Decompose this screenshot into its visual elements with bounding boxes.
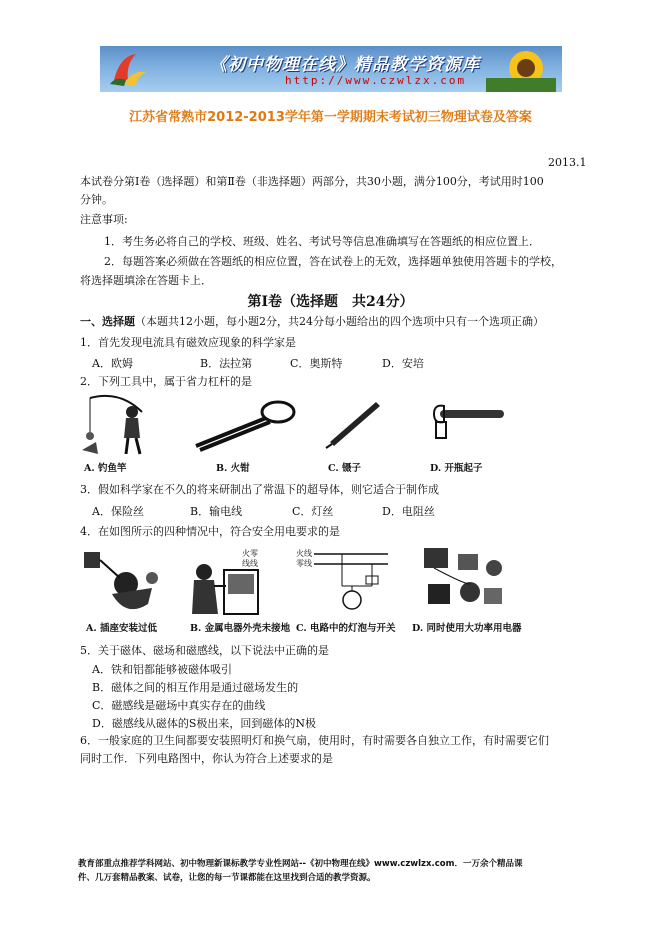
q5-option-c: C．磁感线是磁场中真实存在的曲线 xyxy=(92,699,266,712)
lamp-switch-circuit-figure xyxy=(292,546,392,618)
tweezers-figure xyxy=(322,398,382,450)
q4-caption-b: B. 金属电器外壳未接地 xyxy=(190,623,291,634)
fire-tongs-figure xyxy=(190,398,300,452)
q4-caption-c: C. 电路中的灯泡与开关 xyxy=(296,623,396,634)
notice-title: 注意事项: xyxy=(80,213,128,226)
q4c-zero-label: 零线 xyxy=(296,559,312,568)
q2-stem: 2．下列工具中，属于省力杠杆的是 xyxy=(80,375,252,388)
q4c-fire-label: 火线 xyxy=(296,549,312,558)
q5-stem: 5．关于磁体、磁场和磁感线，以下说法中正确的是 xyxy=(80,644,329,657)
q5-option-b: B．磁体之间的相互作用是通过磁场发生的 xyxy=(92,681,299,694)
q4-stem: 4．在如图所示的四种情况中，符合安全用电要求的是 xyxy=(80,525,340,538)
q4-caption-d: D. 同时使用大功率用电器 xyxy=(412,623,522,634)
intro-line-1: 本试卷分第Ⅰ卷（选择题）和第Ⅱ卷（非选择题）两部分，共30小题，满分100分，考试用时100 xyxy=(80,175,544,188)
q3-stem: 3．假如科学家在不久的将来研制出了常温下的超导体，则它适合于制作成 xyxy=(80,483,439,496)
notice-item-1: 1．考生务必将自己的学校、班级、姓名、考试号等信息准确填写在答题纸的相应位置上． xyxy=(104,235,540,248)
ungrounded-appliance-figure xyxy=(184,546,280,618)
notice-item-2a: 2．每题答案必须做在答题纸的相应位置，答在试卷上的无效，选择题单独使用答题卡的学校， xyxy=(104,255,562,268)
q3-option-b: B．输电线 xyxy=(190,505,243,518)
footer-line-1: 教育部重点推荐学科网站、初中物理新课标教学专业性网站--《初中物理在线》www.czwlzx.com．一万余个精品课 xyxy=(78,859,523,869)
sunflower-icon xyxy=(486,48,556,92)
q4-caption-a: A. 插座安装过低 xyxy=(86,623,157,634)
fishing-rod-figure xyxy=(80,392,160,456)
q1-stem: 1．首先发现电流具有磁效应现象的科学家是 xyxy=(80,336,296,349)
high-power-appliances-figure xyxy=(414,544,514,618)
q2-caption-d: D. 开瓶起子 xyxy=(430,463,483,474)
q5-option-d: D．磁感线从磁体的S极出来，回到磁体的N极 xyxy=(92,717,316,730)
q3-option-a: A．保险丝 xyxy=(92,505,144,518)
q5-option-a: A．铁和铝都能够被磁体吸引 xyxy=(92,663,232,676)
bottle-opener-figure xyxy=(430,400,510,442)
site-banner xyxy=(100,46,562,92)
q4b-zero-label: 线线 xyxy=(242,559,258,568)
q2-caption-c: C. 镊子 xyxy=(328,463,362,474)
part1-heading: 一、选择题 xyxy=(80,315,135,328)
document-title: 江苏省常熟市2012-2013学年第一学期期末考试初三物理试卷及答案 xyxy=(129,110,532,125)
section-title: 第Ⅰ卷（选择题 共24分） xyxy=(247,294,414,310)
q6-stem-line-2: 同时工作．下列电路图中，你认为符合上述要求的是 xyxy=(80,752,333,765)
q3-option-c: C．灯丝 xyxy=(292,505,334,518)
q1-option-b: B．法拉第 xyxy=(200,357,253,370)
site-logo-icon xyxy=(106,50,150,88)
q2-caption-a: A. 钓鱼竿 xyxy=(84,463,127,474)
q2-caption-b: B. 火钳 xyxy=(216,463,250,474)
exam-date: 2013.1 xyxy=(548,156,587,169)
notice-item-2b: 将选择题填涂在答题卡上． xyxy=(80,274,212,287)
part1-header xyxy=(80,314,544,329)
q3-option-d: D．电阻丝 xyxy=(382,505,435,518)
q6-stem-line-1: 6．一般家庭的卫生间都要安装照明灯和换气扇，使用时，有时需要各自独立工作，有时需要它们 xyxy=(80,734,549,747)
q1-option-c: C．奥斯特 xyxy=(290,357,343,370)
banner-url[interactable]: http://www.czwlzx.com xyxy=(285,74,467,87)
q1-option-d: D．安培 xyxy=(382,357,424,370)
q4b-fire-label: 火零 xyxy=(242,549,258,558)
banner-title: 《初中物理在线》精品教学资源库 xyxy=(210,55,480,75)
q1-option-a: A．欧姆 xyxy=(92,357,133,370)
part1-description: （本题共12小题，每小题2分，共24分每小题给出的四个选项中只有一个选项正确） xyxy=(135,315,544,328)
intro-line-2: 分钟。 xyxy=(80,193,113,206)
footer-line-2: 件、几万套精品教案、试卷，让您的每一节课都能在这里找到合适的教学资源。 xyxy=(78,873,376,883)
low-socket-figure xyxy=(82,548,172,618)
